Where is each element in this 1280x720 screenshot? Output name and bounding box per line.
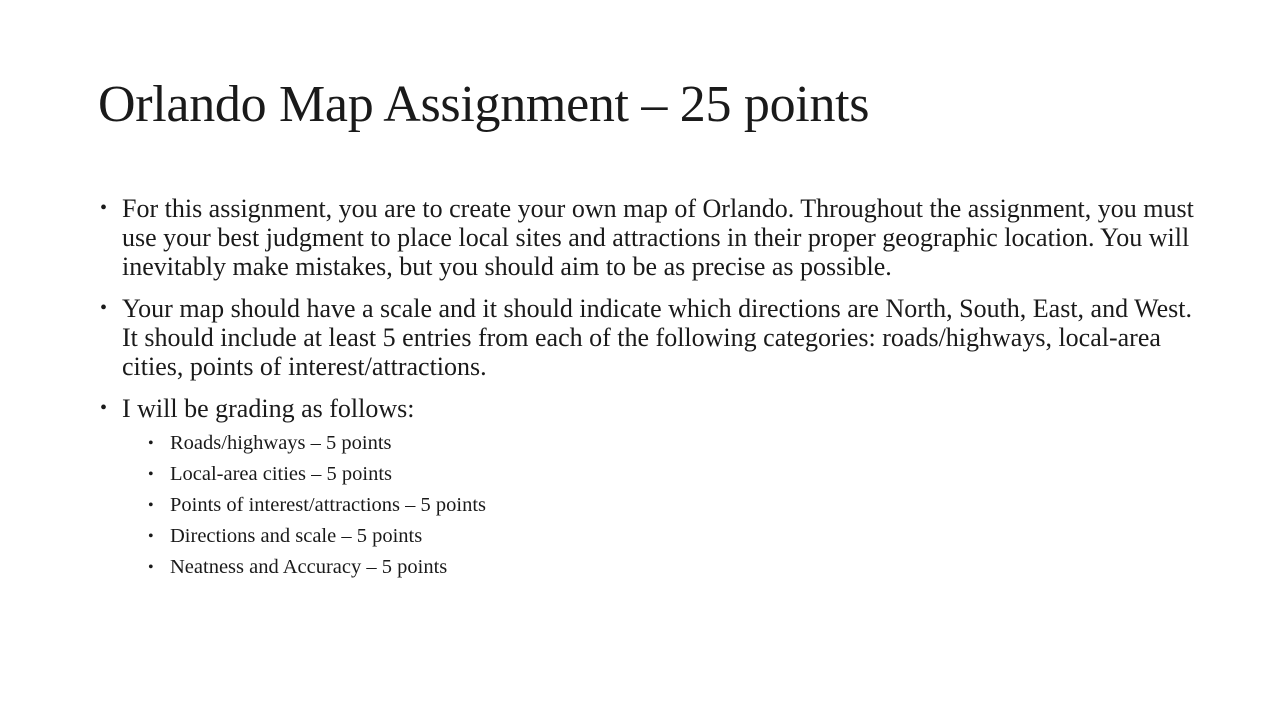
grading-intro-text: I will be grading as follows:	[122, 394, 415, 423]
grading-item-directions: • Directions and scale – 5 points	[146, 521, 1208, 552]
grading-item-roads: • Roads/highways – 5 points	[146, 428, 1208, 459]
grading-list	[122, 428, 1208, 583]
bullet-grading-intro	[98, 394, 1208, 583]
grading-item-neatness: • Neatness and Accuracy – 5 points	[146, 552, 1208, 583]
grading-item-attractions: • Points of interest/attractions – 5 points	[146, 490, 1208, 521]
bullet-assignment-intro: • For this assignment, you are to create your own map of Orlando. Throughout the assignment, you must use your best judgment to place local sites and attractions in their proper geographic location. You will inevitably make mistakes, but you should aim to be as precise as possible.	[98, 194, 1208, 281]
bullet-map-requirements: • Your map should have a scale and it should indicate which directions are North, South, East, and West. It should include at least 5 entries from each of the following categories: roads/highways, local-area cities, points of interest/attractions.	[98, 294, 1208, 381]
slide-title: Orlando Map Assignment – 25 points	[98, 76, 870, 133]
grading-item-cities: • Local-area cities – 5 points	[146, 459, 1208, 490]
bullet-list	[98, 194, 1208, 596]
